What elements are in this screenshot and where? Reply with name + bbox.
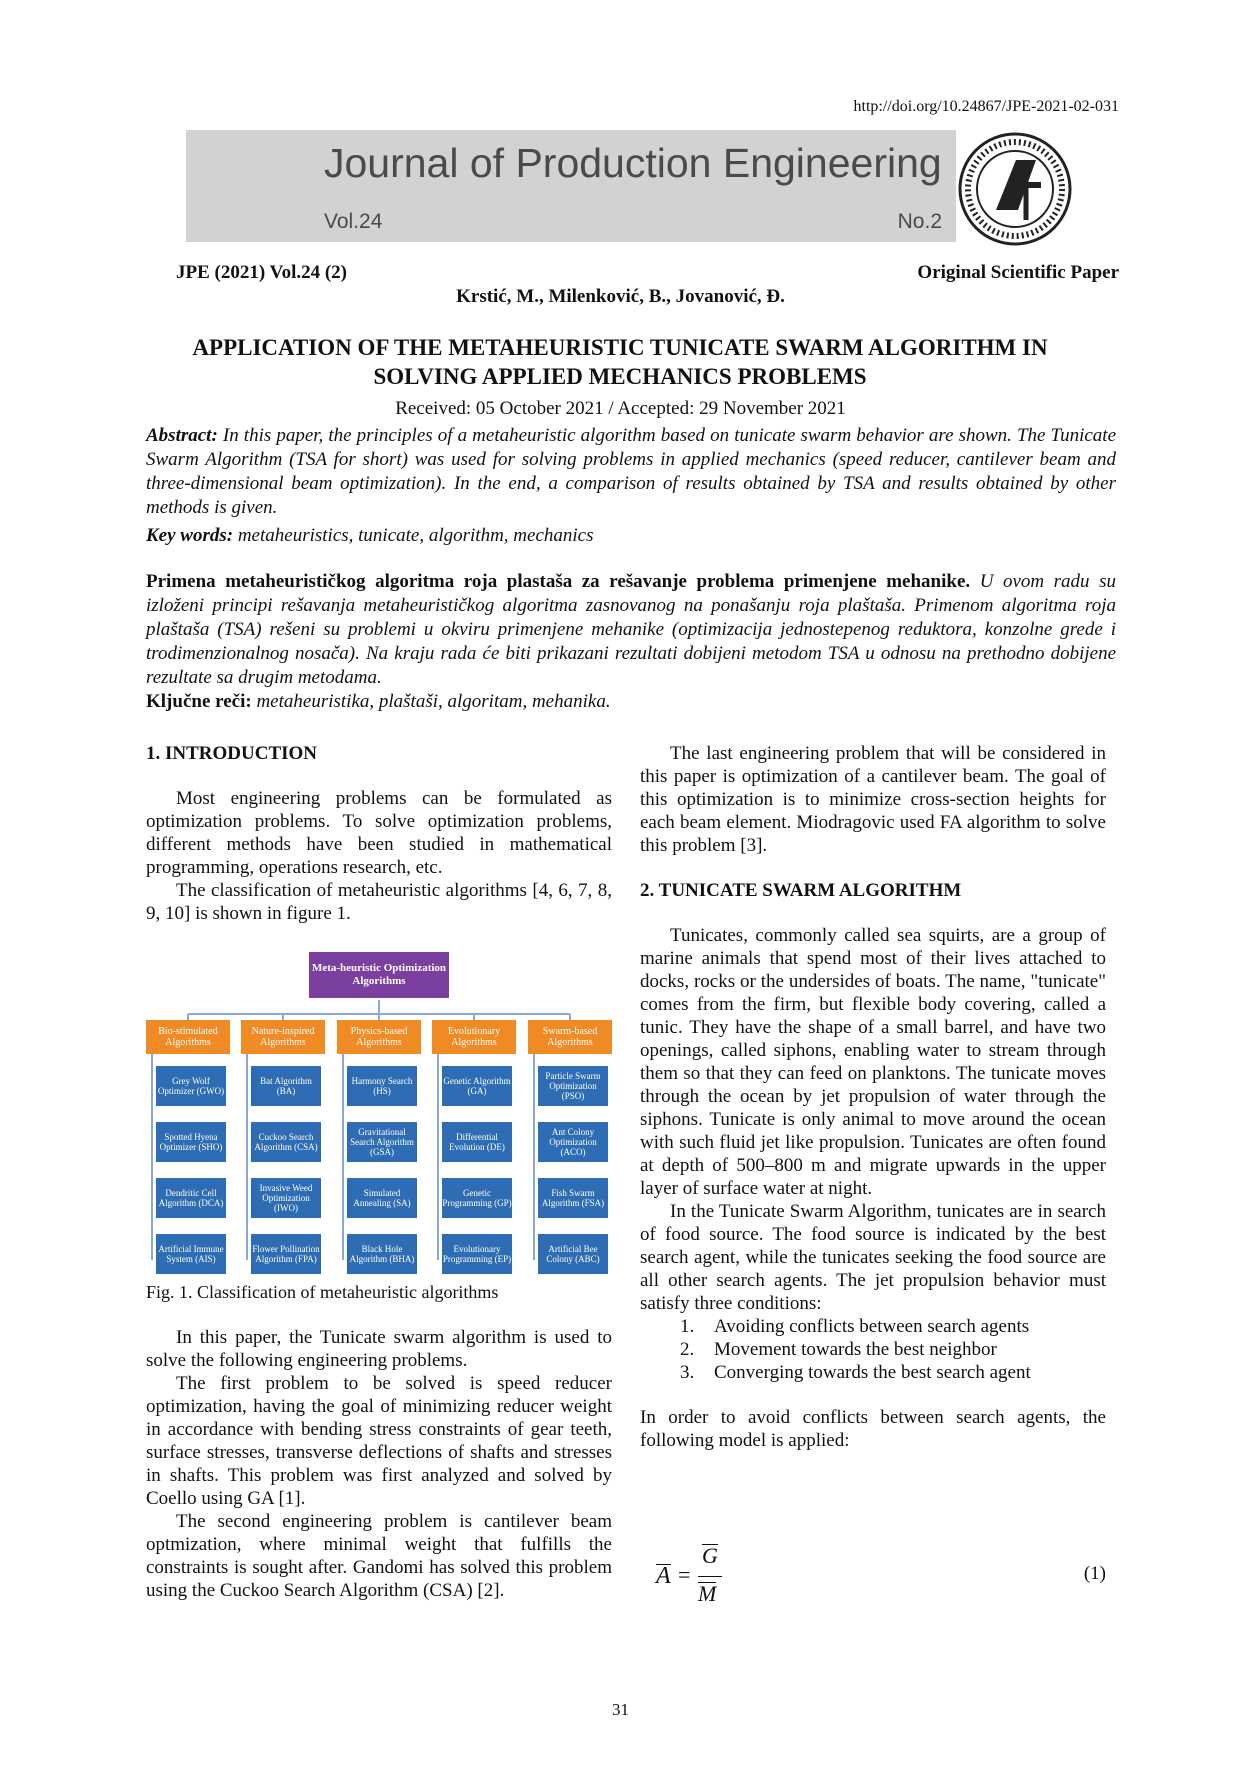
eq-denominator: M (698, 1581, 717, 1606)
figure-algorithm-box: Evolutionary Programming (EP) (442, 1234, 512, 1274)
eq-equals: = (678, 1562, 691, 1587)
left-column-bottom (146, 1326, 612, 1602)
serbian-keywords-text: metaheuristika, plaštaši, algoritam, mehanika. (256, 691, 611, 712)
figure-top-box: Meta-heuristic Optimization Algorithms (309, 952, 449, 998)
figure-algorithm-box: Differential Evolution (DE) (442, 1122, 512, 1162)
paragraph: The last engineering problem that will be considered in this paper is optimization of a cantilever beam. The goal of this optimization is to minimize cross-section heights for each beam element. Miodragovic used FA algorithm to solve this problem [3]. (640, 743, 1106, 856)
paper-type: Original Scientific Paper (917, 262, 1119, 283)
section-heading-introduction: 1. INTRODUCTION (146, 743, 318, 764)
abstract (146, 424, 1116, 520)
paragraph: The classification of metaheuristic algorithms [4, 6, 7, 8, 9, 10] is shown in figure 1. (146, 880, 612, 924)
figure-algorithm-box: Particle Swarm Optimization (PSO) (538, 1066, 608, 1106)
paragraph: The second engineering problem is cantilever beam optmization, where minimal weight that fulfills the constraints is sought after. Gandomi has solved this problem using the Cuckoo Search Algorithm (CSA) [2]. (146, 1511, 612, 1601)
figure-algorithm-box: Spotted Hyena Optimizer (SHO) (156, 1122, 226, 1162)
paragraph: The first problem to be solved is speed reducer optimization, having the goal of minimizing reducer weight in accordance with bending stress constraints of gear teeth, surface stresses, transverse deflections of shafts and stresses in shafts. This problem was first analyzed and solved by Coello using GA [1]. (146, 1373, 612, 1509)
list-item (640, 1361, 1106, 1384)
figure-algorithm-box: Simulated Annealing (SA) (347, 1178, 417, 1218)
paragraph: In the Tunicate Swarm Algorithm, tunicates are in search of food source. The food source is indicated by the best search agent, while the tunicates seeking the food source are all other search agents. The jet propulsion behavior must satisfy three conditions: (640, 1201, 1106, 1314)
figure-classification (146, 950, 612, 1280)
figure-algorithm-box: Invasive Weed Optimization (IWO) (251, 1178, 321, 1218)
journal-volume: Vol.24 (324, 210, 383, 233)
section-heading-tsa: 2. TUNICATE SWARM ALGORITHM (640, 880, 962, 901)
figure-algorithm-box: Cuckoo Search Algorithm (CSA) (251, 1122, 321, 1162)
figure-algorithm-box: Fish Swarm Algorithm (FSA) (538, 1178, 608, 1218)
figure-algorithm-box: Flower Pollination Algorithm (FPA) (251, 1234, 321, 1274)
figure-algorithm-box: Dendritic Cell Algorithm (DCA) (156, 1178, 226, 1218)
list-item (640, 1338, 1106, 1361)
paper-title (120, 333, 1120, 391)
figure-algorithm-box: Ant Colony Optimization (ACO) (538, 1122, 608, 1162)
keywords (146, 524, 1116, 548)
right-column (640, 742, 1106, 1452)
figure-connectors (146, 950, 612, 1280)
figure-category-box: Evolutionary Algorithms (432, 1020, 516, 1054)
serbian-title: Primena metaheurističkog algoritma roja plastaša za rešavanje problema primenjene mehanike. (146, 571, 971, 592)
figure-algorithm-box: Gravitational Search Algorithm (GSA) (347, 1122, 417, 1162)
serbian-keywords (146, 690, 1116, 714)
figure-algorithm-box: Genetic Programming (GP) (442, 1178, 512, 1218)
journal-number: No.2 (897, 210, 942, 233)
serbian-text: U ovom radu su izloženi principi rešavanja metaheurističkog algoritma zasnovanog na ponašanju roja plaštaša. Primenom algoritma roja plaštaša (TSA) rešeni su problemi u okviru primenjene mehanike (optimizacija jednostepenog reduktora, konzolne grede i trodimenzionalnog nosača). Na kraju rada će biti prikazani rezultati dobijeni metodom TSA u odnosu na prethodno dobijene rezultate sa drugim metodama. (146, 571, 1116, 688)
equation-number: (1) (1083, 1563, 1106, 1584)
figure-algorithm-box: Bat Algorithm (BA) (251, 1066, 321, 1106)
figure-category-box: Bio-stimulated Algorithms (146, 1020, 230, 1054)
figure-algorithm-box: Genetic Algorithm (GA) (442, 1066, 512, 1106)
list-text: Converging towards the best search agent (714, 1362, 1031, 1383)
figure-algorithm-box: Harmony Search (HS) (347, 1066, 417, 1106)
conditions-list (640, 1315, 1106, 1384)
paragraph: In this paper, the Tunicate swarm algorithm is used to solve the following engineering problems. (146, 1327, 612, 1371)
figure-algorithm-box: Black Hole Algorithm (BHA) (347, 1234, 417, 1274)
figure-category-box: Physics-based Algorithms (337, 1020, 421, 1054)
list-text: Movement towards the best neighbor (714, 1339, 997, 1360)
title-line: SOLVING APPLIED MECHANICS PROBLEMS (373, 364, 867, 389)
faculty-seal-icon (956, 130, 1074, 248)
figure-category-box: Swarm-based Algorithms (528, 1020, 612, 1054)
paragraph: In order to avoid conflicts between search agents, the following model is applied: (640, 1407, 1106, 1451)
paragraph: Most engineering problems can be formulated as optimization problems. To solve optimization problems, different methods have been studied in mathematical programming, operations research, etc. (146, 788, 612, 878)
figure-algorithm-box: Grey Wolf Optimizer (GWO) (156, 1066, 226, 1106)
issue-line: JPE (2021) Vol.24 (2) (176, 262, 347, 283)
eq-fraction-bar (698, 1576, 722, 1577)
serbian-abstract (146, 570, 1116, 690)
journal-title: Journal of Production Engineering (324, 140, 942, 186)
serbian-keywords-label: Ključne reči: (146, 691, 252, 712)
figure-category-box: Nature-inspired Algorithms (241, 1020, 325, 1054)
title-line: APPLICATION OF THE METAHEURISTIC TUNICATE SWARM ALGORITHM IN (192, 335, 1048, 360)
eq-numerator: G (702, 1543, 718, 1568)
abstract-label: Abstract: (146, 425, 218, 446)
list-item (640, 1315, 1106, 1338)
figure-algorithm-box: Artificial Bee Colony (ABC) (538, 1234, 608, 1274)
list-number: 3. (680, 1362, 695, 1383)
journal-banner (186, 130, 956, 242)
figure-caption: Fig. 1. Classification of metaheuristic algorithms (146, 1282, 499, 1302)
list-number: 1. (680, 1316, 695, 1337)
list-text: Avoiding conflicts between search agents (714, 1316, 1030, 1337)
eq-lhs: A (656, 1563, 671, 1589)
left-column-top (146, 742, 612, 925)
page-number: 31 (612, 1700, 629, 1719)
equation-1 (652, 1543, 1112, 1608)
figure-algorithm-box: Artificial Immune System (AIS) (156, 1234, 226, 1274)
doi-link[interactable]: http://doi.org/10.24867/JPE-2021-02-031 (853, 98, 1119, 115)
paragraph: Tunicates, commonly called sea squirts, are a group of marine animals that spend most of their lives attached to docks, rocks or the undersides of boats. The name, "tunicate" comes from the firm, but flexible body covering, called a tunic. They have the shape of a small barrel, and have two openings, called siphons, enabling water to stream through them so that they can feed on planktons. The tunicate moves through the ocean by jet propulsion of water through the siphons. Tunicate is only animal to move around the ocean with such fluid jet like propulsion. Tunicates are often found at depth of 500–800 m and migrate upwards in the upper layer of surface water at night. (640, 925, 1106, 1199)
abstract-text: In this paper, the principles of a metaheuristic algorithm based on tunicate swarm behavior are shown. The Tunicate Swarm Algorithm (TSA for short) was used for solving problems in applied mechanics (speed reducer, cantilever beam and three-dimensional beam optimization). In the end, a comparison of results obtained by TSA and results obtained by other methods is given. (146, 425, 1117, 518)
authors: Krstić, M., Milenković, B., Jovanović, Đ. (456, 286, 785, 307)
keywords-label: Key words: (146, 525, 234, 546)
list-number: 2. (680, 1339, 695, 1360)
keywords-text: metaheuristics, tunicate, algorithm, mechanics (237, 525, 594, 546)
dates: Received: 05 October 2021 / Accepted: 29 November 2021 (395, 398, 846, 419)
